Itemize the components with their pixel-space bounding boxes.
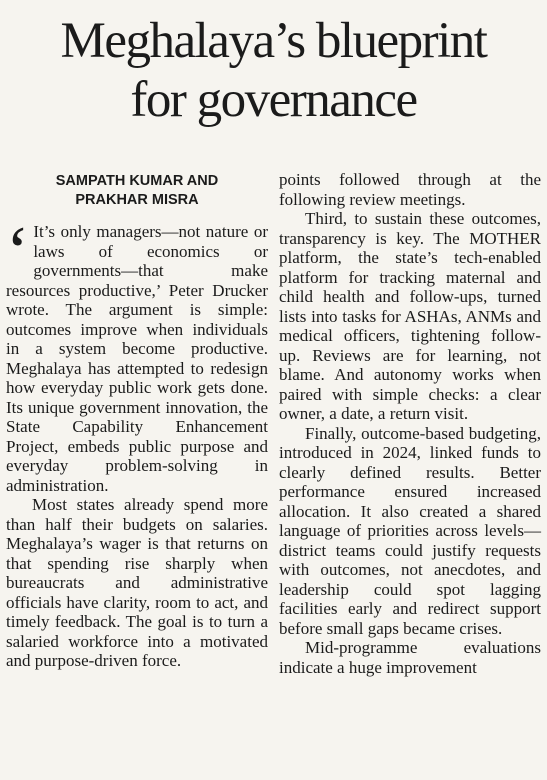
byline-line-2: PRAKHAR MISRA <box>75 192 199 208</box>
paragraph-opening <box>6 213 268 495</box>
column-right <box>279 170 541 677</box>
paragraph-continued: points followed through at the following review meetings. <box>279 170 541 209</box>
paragraph-opening-text: It’s only managers—not nature or laws of economics or governments—that make resources productive,’ Peter Drucker wrote. The argument is simple: outcomes improve when individuals in a system become productive. Meghalaya has attempted to redesign how everyday public work gets done. Its unique government innovation, the State Capability Enhancement Project, embeds public purpose and everyday problem-solving in administration. <box>6 222 268 495</box>
article-columns <box>6 170 541 677</box>
drop-cap-quote: ‘ <box>6 213 30 290</box>
paragraph-salaries: Most states already spend more than half their budgets on salaries. Meghalaya’s wager is that returns on that spending rise sharply when bureaucrats and administrative officials have clarity, room to act, and timely feedback. The goal is to turn a salaried workforce into a motivated and purpose-driven force. <box>6 495 268 670</box>
byline <box>6 172 268 210</box>
byline-line-1: SAMPATH KUMAR AND <box>55 173 219 189</box>
paragraph-evaluations: Mid-programme evaluations indicate a huge improvement <box>279 638 541 677</box>
paragraph-budgeting: Finally, outcome-based budgeting, introduced in 2024, linked funds to clearly defined results. Better performance ensured increased allocation. It also created a shared language of priorities across levels—district teams could justify requests with outcomes, not anecdotes, and leadership could spot lagging facilities early and redirect support before small gaps became crises. <box>279 423 541 638</box>
headline-line-1: Meghalaya’s blueprint <box>60 13 487 69</box>
paragraph-transparency: Third, to sustain these outcomes, transparency is key. The MOTHER platform, the state’s tech-enabled platform for tracking maternal and child health and follow-ups, turned lists into tasks for ASHAs, ANMs and medical officers, tightening follow-up. Reviews are for learning, not blame. And autonomy works when paired with simple checks: a clear owner, a date, a return visit. <box>279 209 541 423</box>
headline <box>0 0 547 130</box>
headline-line-2: for governance <box>130 72 417 128</box>
column-left <box>6 170 268 677</box>
